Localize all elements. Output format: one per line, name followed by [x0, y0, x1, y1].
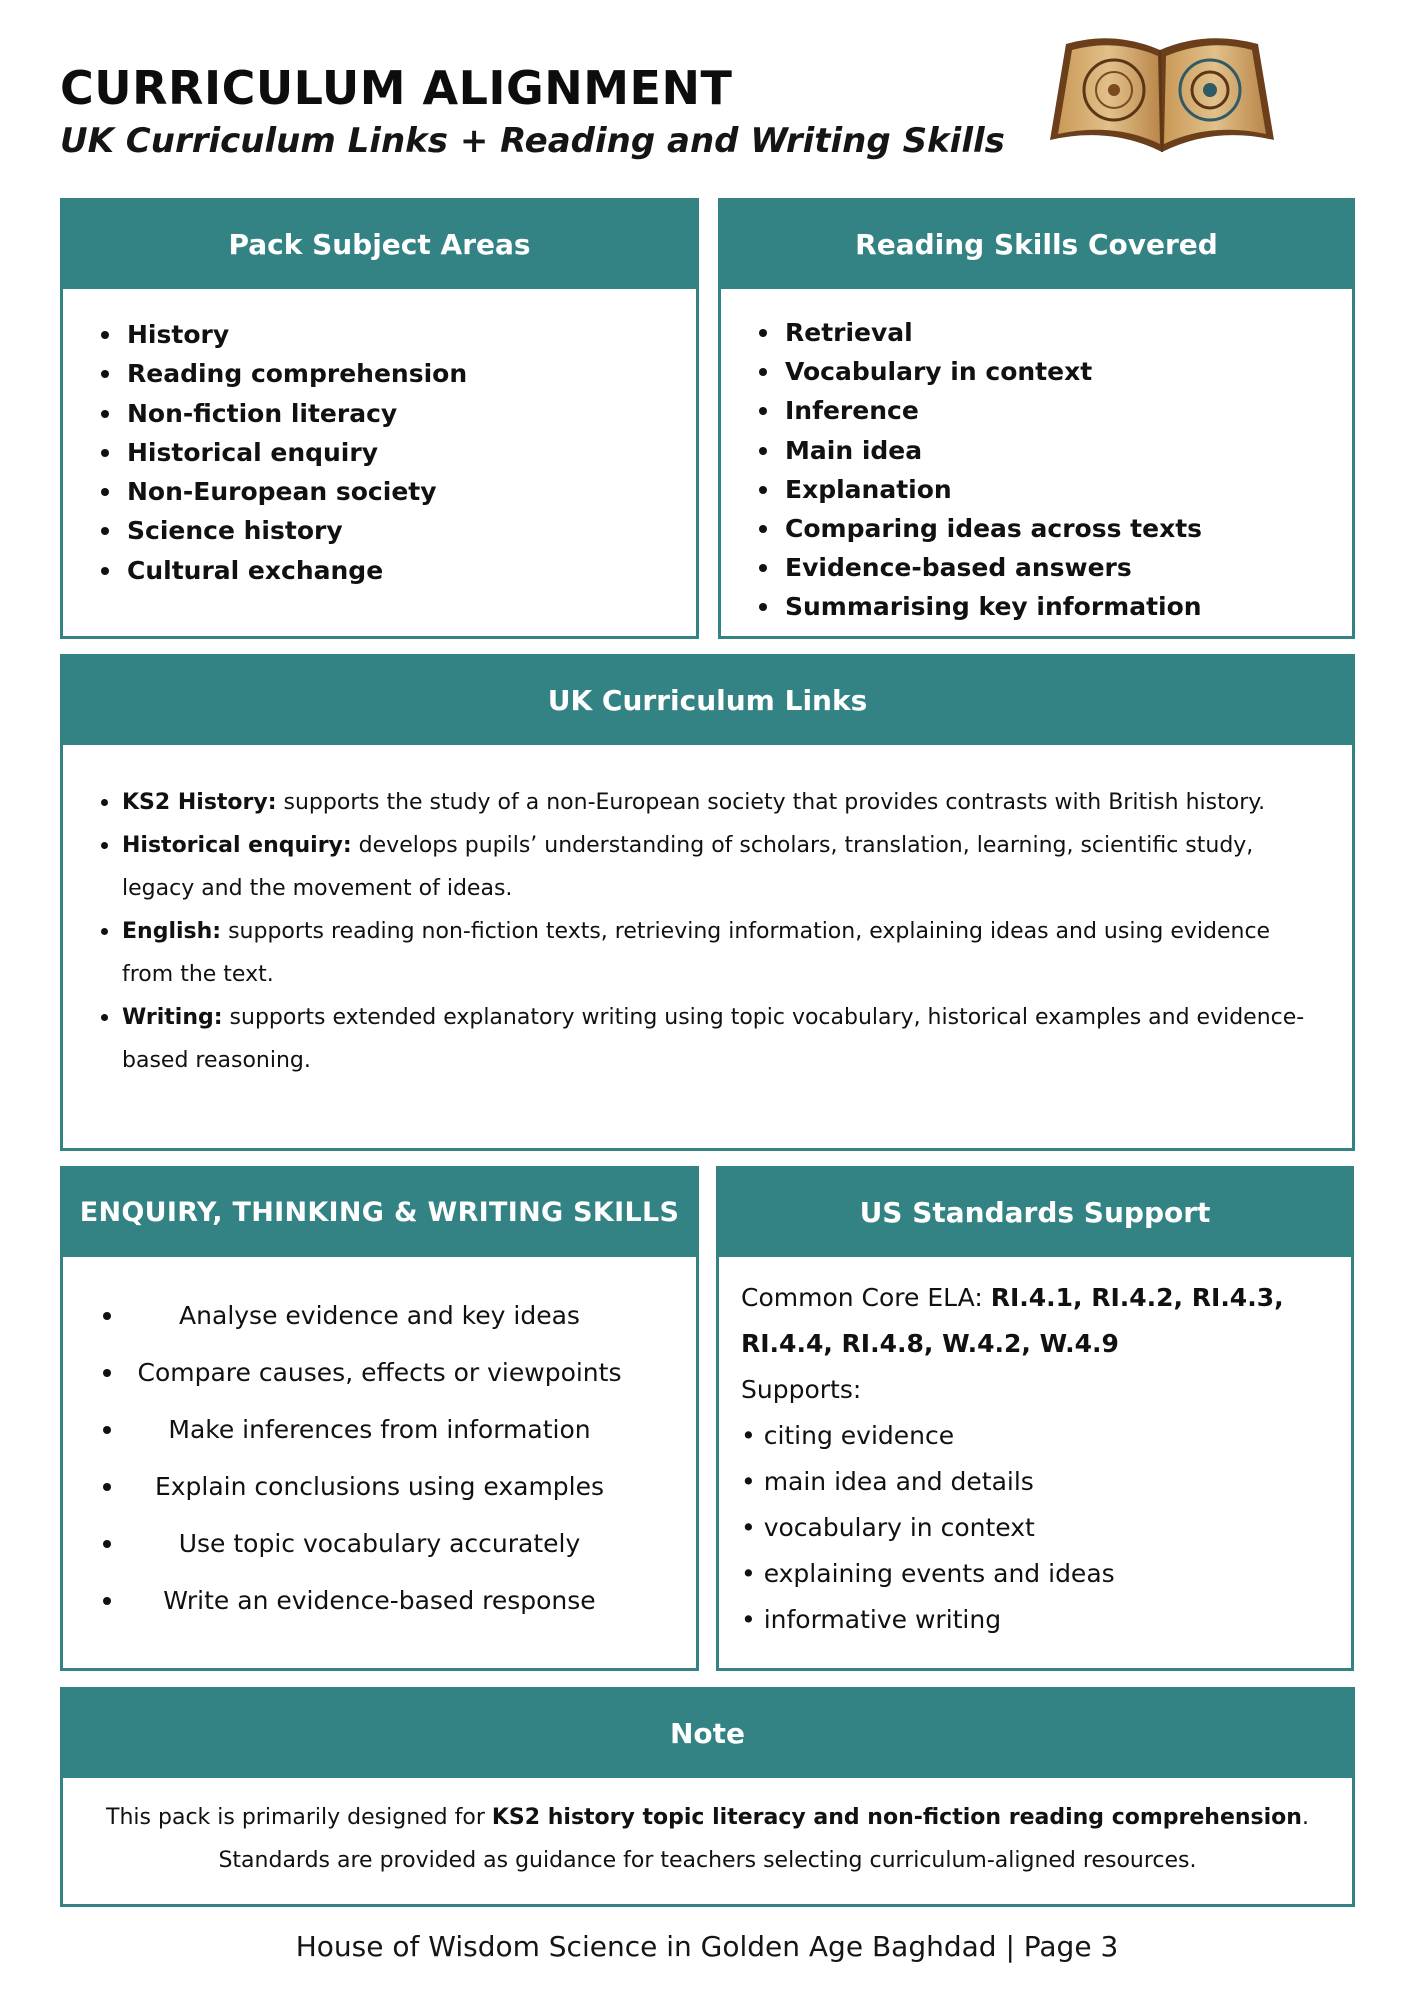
standards-codes: RI.4.1, RI.4.2, RI.4.3, RI.4.4, RI.4.8, W.4.2, W.4.9	[741, 1283, 1284, 1358]
item-text: supports extended explanatory writing using topic vocabulary, historical examples and evidence-based reasoning.	[122, 1005, 1305, 1073]
list-item: History	[127, 315, 696, 354]
reading-skills-panel	[718, 198, 1355, 639]
us-standards-panel	[716, 1166, 1354, 1671]
list-item: Summarising key information	[785, 587, 1352, 626]
list-item: Evidence-based answers	[785, 548, 1352, 587]
note-body	[63, 1778, 1352, 1882]
list-item: Reading comprehension	[127, 354, 696, 393]
list-item: Explain conclusions using examples	[103, 1458, 656, 1515]
list-item: Science history	[127, 511, 696, 550]
us-standards-heading: US Standards Support	[719, 1169, 1351, 1257]
item-lead: KS2 History:	[122, 790, 277, 815]
standards-codes-line	[741, 1275, 1331, 1367]
enquiry-skills-heading: ENQUIRY, THINKING & WRITING SKILLS	[63, 1169, 696, 1257]
list-item	[122, 824, 1322, 910]
list-item: Main idea	[785, 431, 1352, 470]
item-text: develops pupils’ understanding of scholars, translation, learning, scientific study, legacy and the movement of ideas.	[122, 833, 1254, 901]
reading-skills-list	[721, 289, 1352, 627]
note-panel	[60, 1687, 1355, 1907]
uk-curriculum-panel	[60, 654, 1355, 1151]
list-item	[122, 996, 1322, 1082]
list-item: Non-fiction literacy	[127, 394, 696, 433]
open-book-icon	[1044, 22, 1280, 170]
item-lead: Writing:	[122, 1005, 223, 1030]
subject-areas-list	[63, 289, 696, 590]
enquiry-skills-panel	[60, 1166, 699, 1671]
supports-item: • main idea and details	[741, 1467, 1034, 1496]
list-item: Non-European society	[127, 472, 696, 511]
list-item: Cultural exchange	[127, 551, 696, 590]
list-item: Analyse evidence and key ideas	[103, 1287, 656, 1344]
note-text: .	[1301, 1805, 1309, 1830]
list-item	[122, 910, 1322, 996]
subject-areas-heading: Pack Subject Areas	[63, 201, 696, 289]
page-title: CURRICULUM ALIGNMENT	[60, 61, 733, 115]
us-standards-body	[719, 1257, 1351, 1643]
reading-skills-heading: Reading Skills Covered	[721, 201, 1352, 289]
list-item: Vocabulary in context	[785, 352, 1352, 391]
supports-item: • explaining events and ideas	[741, 1559, 1115, 1588]
uk-curriculum-list	[63, 745, 1352, 1082]
list-item: Inference	[785, 391, 1352, 430]
list-item: Comparing ideas across texts	[785, 509, 1352, 548]
note-text: This pack is primarily designed for	[106, 1805, 492, 1830]
list-item: Retrieval	[785, 313, 1352, 352]
list-item: Write an evidence-based response	[103, 1572, 656, 1629]
supports-item: • informative writing	[741, 1605, 1002, 1634]
list-item: Make inferences from information	[103, 1401, 656, 1458]
note-heading: Note	[63, 1690, 1352, 1778]
page-header	[60, 60, 1005, 162]
page-footer: House of Wisdom Science in Golden Age Baghdad | Page 3	[295, 1930, 1119, 1963]
list-item: Historical enquiry	[127, 433, 696, 472]
list-item	[122, 781, 1322, 824]
page-subtitle: UK Curriculum Links + Reading and Writing Skills	[60, 121, 1005, 161]
item-text: supports reading non-fiction texts, retrieving information, explaining ideas and using evidence from the text.	[122, 919, 1271, 987]
note-emphasis: KS2 history topic literacy and non-fiction reading comprehension	[491, 1805, 1302, 1830]
item-lead: English:	[122, 919, 222, 944]
uk-curriculum-heading: UK Curriculum Links	[63, 657, 1352, 745]
supports-item: • vocabulary in context	[741, 1513, 1035, 1542]
list-item: Compare causes, effects or viewpoints	[103, 1344, 656, 1401]
subject-areas-panel	[60, 198, 699, 639]
supports-item: • citing evidence	[741, 1421, 955, 1450]
supports-label: Supports:	[741, 1375, 862, 1404]
list-item: Explanation	[785, 470, 1352, 509]
standards-prefix: Common Core ELA:	[741, 1283, 991, 1312]
item-lead: Historical enquiry:	[122, 833, 352, 858]
enquiry-skills-list	[63, 1257, 696, 1629]
note-line-1	[63, 1796, 1352, 1839]
note-line-2: Standards are provided as guidance for teachers selecting curriculum-aligned resources.	[218, 1848, 1197, 1873]
list-item: Use topic vocabulary accurately	[103, 1515, 656, 1572]
item-text: supports the study of a non-European society that provides contrasts with British history.	[276, 790, 1266, 815]
